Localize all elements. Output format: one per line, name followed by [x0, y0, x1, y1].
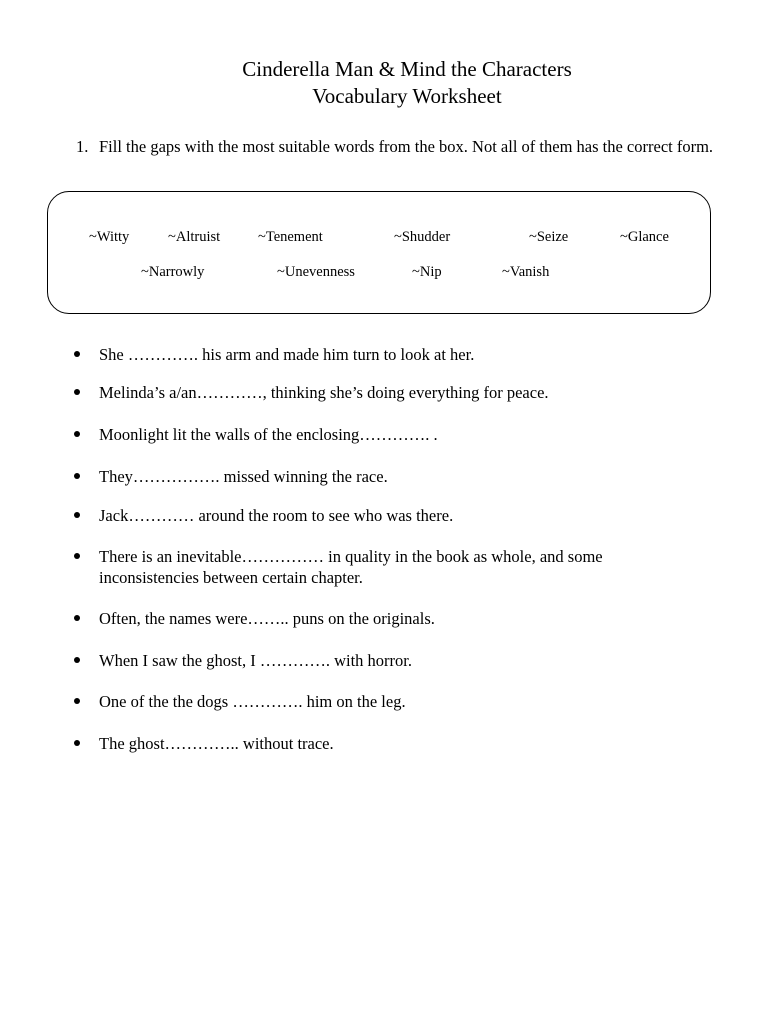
bullet-icon — [74, 698, 80, 704]
bullet-icon — [74, 351, 80, 357]
word-narrowly: ~Narrowly — [141, 264, 205, 280]
question-text: There is an inevitable…………… in quality in the book as whole, and some inconsistencies between certain chapter. — [99, 547, 603, 587]
question-text: The ghost………….. without trace. — [99, 734, 334, 753]
question-text: Melinda’s a/an…………, thinking she’s doing everything for peace. — [99, 383, 549, 402]
question-text: Jack………… around the room to see who was there. — [99, 506, 454, 525]
page-title-line-1: Cinderella Man & Mind the Characters — [242, 57, 572, 81]
question-text: Often, the names were…….. puns on the originals. — [99, 609, 435, 628]
bullet-icon — [74, 657, 80, 663]
word-vanish: ~Vanish — [502, 264, 550, 280]
word-tenement: ~Tenement — [258, 229, 323, 245]
bullet-icon — [74, 512, 80, 518]
word-seize: ~Seize — [529, 229, 569, 245]
word-glance: ~Glance — [620, 229, 669, 245]
question-text: They……………. missed winning the race. — [99, 467, 388, 486]
question-text: One of the the dogs …………. him on the leg. — [99, 692, 406, 711]
instruction-number: 1. — [76, 137, 89, 156]
word-unevenness: ~Unevenness — [277, 264, 355, 280]
bullet-icon — [74, 740, 80, 746]
question-text: Moonlight lit the walls of the enclosing…………. . — [99, 425, 438, 444]
word-witty: ~Witty — [89, 229, 130, 245]
bullet-icon — [74, 615, 80, 621]
bullet-icon — [74, 473, 80, 479]
word-shudder: ~Shudder — [394, 229, 451, 245]
bullet-icon — [74, 431, 80, 437]
question-text: She …………. his arm and made him turn to look at her. — [99, 345, 475, 364]
word-altruist: ~Altruist — [168, 229, 221, 245]
bullet-icon — [74, 389, 80, 395]
question-text: When I saw the ghost, I …………. with horror. — [99, 651, 412, 670]
page-title-line-2: Vocabulary Worksheet — [312, 84, 502, 108]
instruction-text: Fill the gaps with the most suitable words from the box. Not all of them has the correct form. — [99, 137, 714, 156]
word-nip: ~Nip — [412, 264, 442, 280]
bullet-icon — [74, 553, 80, 559]
